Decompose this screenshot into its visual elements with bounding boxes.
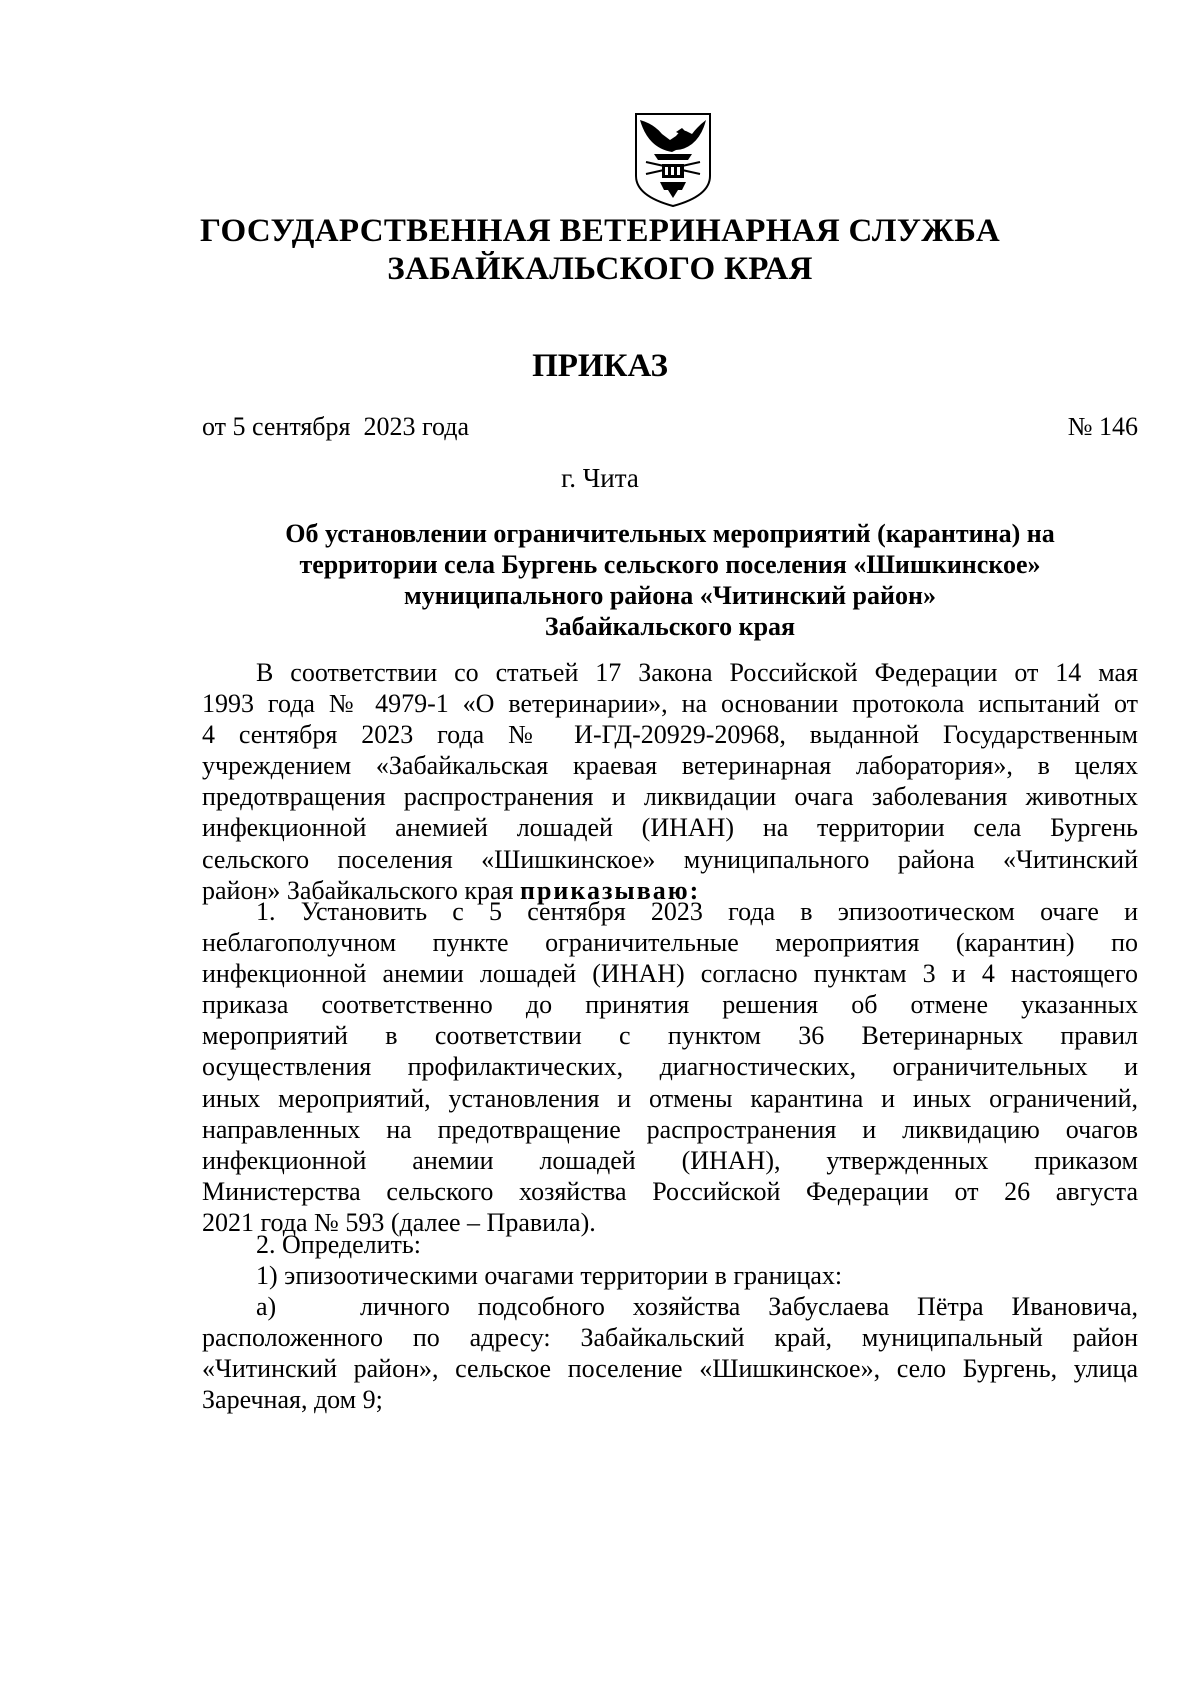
text-line: сельского поселения «Шишкинское» муниципального района «Читинский xyxy=(202,844,1138,874)
text-line: иных мероприятий, установления и отмены карантина и иных ограничений, xyxy=(202,1083,1138,1113)
text-line: расположенного по адресу: Забайкальский край, муниципальный район xyxy=(202,1323,1138,1353)
text-line: направленных на предотвращение распространения и ликвидацию очагов xyxy=(202,1114,1138,1144)
document-date: от 5 сентября 2023 года xyxy=(202,412,470,441)
text-line: инфекционной анемии лошадей (ИНАН), утвержденных приказом xyxy=(202,1145,1138,1175)
text-line-last: 2021 года № 593 (далее – Правила). xyxy=(202,1207,596,1237)
text-line: осуществления профилактических, диагностических, ограничительных и xyxy=(202,1052,1138,1082)
document-title xyxy=(200,518,1140,642)
preamble-paragraph xyxy=(202,657,1138,906)
document-number: № 146 xyxy=(1067,412,1138,441)
text-line: Министерства сельского хозяйства Российской Федерации от 26 августа xyxy=(202,1176,1138,1206)
text-line: 1993 года № 4979-1 «О ветеринарии», на основании протокола испытаний от xyxy=(202,689,1138,719)
agency-name-line1: ГОСУДАРСТВЕННАЯ ВЕТЕРИНАРНАЯ СЛУЖБА xyxy=(199,213,1000,249)
coat-of-arms-emblem xyxy=(632,110,714,210)
text-line: инфекционной анемией лошадей (ИНАН) на территории села Бургень xyxy=(202,813,1138,843)
document-type-heading: ПРИКАЗ xyxy=(532,348,668,384)
text-line: учреждением «Забайкальская краевая ветеринарная лаборатория», в целях xyxy=(202,751,1138,781)
order-word: приказываю: xyxy=(519,875,701,905)
text-line-last: Заречная, дом 9; xyxy=(202,1385,383,1415)
title-line: муниципального района «Читинский район» xyxy=(404,581,936,610)
text-line: а) личного подсобного хозяйства Забуслаева Пётра Ивановича, xyxy=(256,1292,1138,1322)
text-line: 1. Установить с 5 сентября 2023 года в эпизоотическом очаге и xyxy=(256,897,1138,926)
text-line: «Читинский район», сельское поселение «Шишкинское», село Бургень, улица xyxy=(202,1354,1138,1384)
text-line: В соответствии со статьей 17 Закона Российской Федерации от 14 мая xyxy=(256,658,1138,687)
item-2-heading: 2. Определить: xyxy=(256,1230,421,1259)
text-line: инфекционной анемии лошадей (ИНАН) согласно пунктам 3 и 4 настоящего xyxy=(202,959,1138,989)
text-line: 4 сентября 2023 года № И-ГД-20929-20968, выданной Государственным xyxy=(202,720,1138,750)
text-line: предотвращения распространения и ликвидации очага заболевания животных xyxy=(202,782,1138,812)
title-line: Забайкальского края xyxy=(544,612,796,641)
text-line: неблагополучном пункте ограничительные мероприятия (карантин) по xyxy=(202,928,1138,958)
item-2-paragraph xyxy=(202,1229,1138,1416)
agency-name-line2: ЗАБАЙКАЛЬСКОГО КРАЯ xyxy=(387,251,813,287)
text-line: приказа соответственно до принятия решения об отмене указанных xyxy=(202,990,1138,1020)
item-1-paragraph xyxy=(202,896,1138,1238)
document-city: г. Чита xyxy=(561,463,639,493)
preamble-last-text: район» Забайкальского края xyxy=(202,875,520,905)
item-2-sub1: 1) эпизоотическими очагами территории в границах: xyxy=(256,1261,843,1291)
text-line: мероприятий в соответствии с пунктом 36 Ветеринарных правил xyxy=(202,1021,1138,1051)
title-line: Об установлении ограничительных мероприятий (карантина) на xyxy=(285,519,1055,548)
title-line: территории села Бургень сельского поселения «Шишкинское» xyxy=(299,550,1041,579)
